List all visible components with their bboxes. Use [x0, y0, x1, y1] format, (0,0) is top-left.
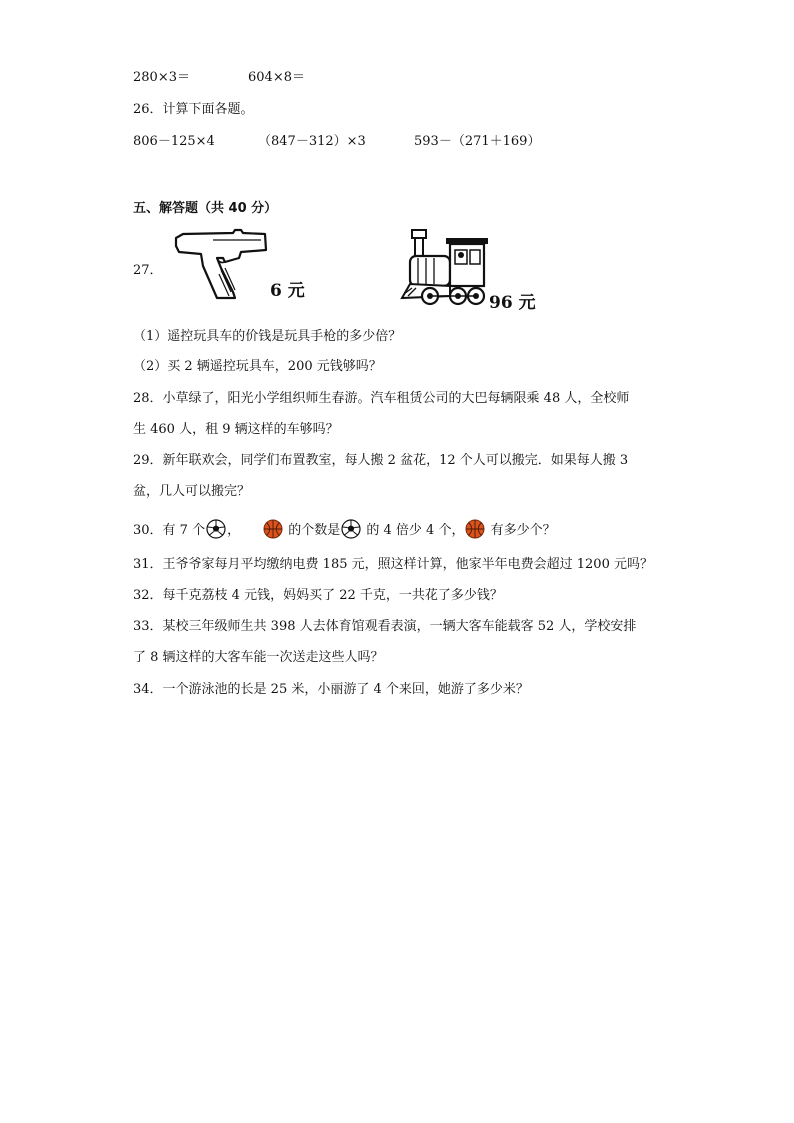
- toy-train-icon: [400, 226, 492, 308]
- gun-price: 6 元: [270, 281, 305, 301]
- q32-text: 32．每千克荔枝 4 元钱，妈妈买了 22 千克，一共花了多少钱？: [133, 588, 503, 603]
- q26-expr1: 806－125×4: [133, 134, 215, 149]
- q26-expr3: 593－（271＋169）: [414, 134, 541, 149]
- expr-604x8: 604×8＝: [248, 70, 305, 85]
- q29-line2: 盆，几人可以搬完？: [133, 484, 251, 499]
- q30-sentence: [133, 519, 556, 540]
- basketball-icon: [263, 519, 283, 539]
- q28-line2: 生 460 人，租 9 辆这样的车够吗？: [133, 422, 339, 437]
- toy-gun-icon: [173, 228, 268, 300]
- basketball-icon: [465, 519, 485, 539]
- q26-expr2: （847－312）×3: [258, 134, 366, 149]
- q30-part3: 的个数是: [288, 523, 341, 538]
- q26-title: 26．计算下面各题。: [133, 102, 254, 117]
- q27-sub2: （2）买 2 辆遥控玩具车，200 元钱够吗？: [133, 359, 382, 374]
- train-price: 96 元: [489, 293, 536, 313]
- q30-part4: 的 4 倍少 4 个，: [366, 523, 465, 538]
- q30-part5: 有多少个？: [490, 523, 556, 538]
- expr-280x3: 280×3＝: [133, 70, 190, 85]
- q33-line2: 了 8 辆这样的大客车能一次送走这些人吗？: [133, 650, 384, 665]
- q31-text: 31．王爷爷家每月平均缴纳电费 185 元，照这样计算，他家半年电费会超过 1200 元吗？: [133, 557, 653, 572]
- q33-line1: 33．某校三年级师生共 398 人去体育馆观看表演，一辆大客车能载客 52 人，学校安排: [133, 619, 637, 634]
- soccer-ball-icon: [206, 519, 226, 539]
- q27-sub1: （1）遥控玩具车的价钱是玩具手枪的多少倍？: [133, 329, 402, 344]
- q27-number: 27．: [133, 263, 163, 278]
- q34-text: 34．一个游泳池的长是 25 米，小丽游了 4 个来回，她游了多少米？: [133, 682, 529, 697]
- q29-line1: 29．新年联欢会，同学们布置教室，每人搬 2 盆花，12 个人可以搬完．如果每人搬 3: [133, 453, 629, 468]
- q30-part2: ，: [227, 523, 241, 538]
- soccer-ball-icon: [341, 519, 361, 539]
- q28-line1: 28．小草绿了，阳光小学组织师生春游。汽车租赁公司的大巴每辆限乘 48 人，全校师: [133, 391, 630, 406]
- q30-part1: 30．有 7 个: [133, 523, 206, 538]
- section-heading: 五、解答题（共 40 分）: [133, 201, 278, 216]
